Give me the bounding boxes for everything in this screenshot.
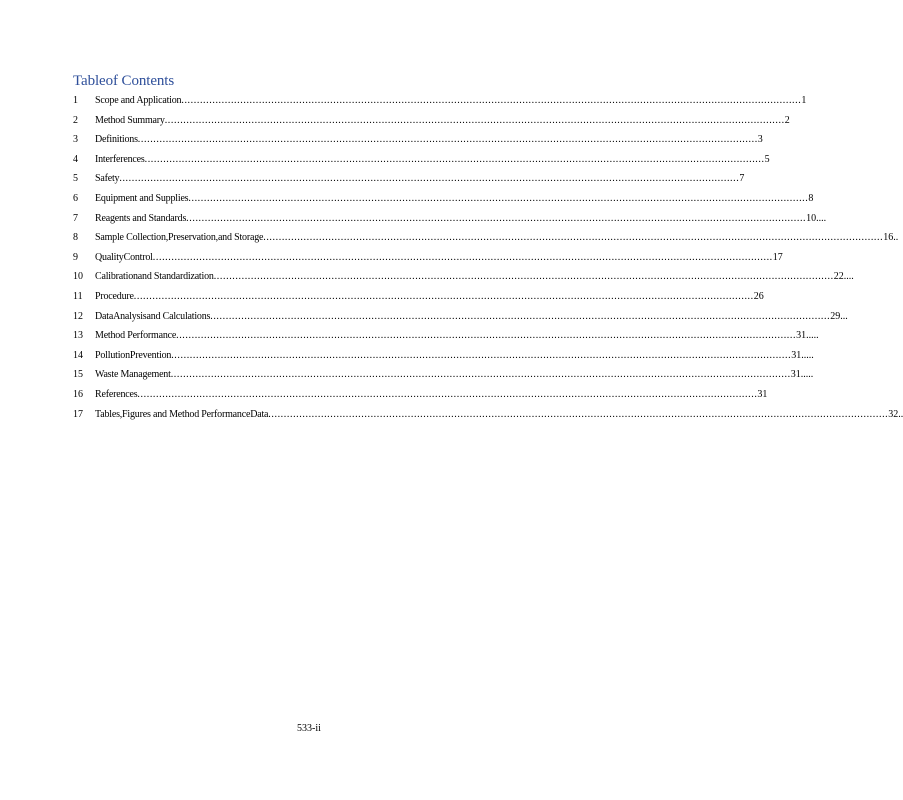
toc-dot-leader: ........................................................................................................................................................................................................: [213, 271, 834, 283]
toc-entry-number: 17: [73, 408, 83, 420]
toc-entry-label: PollutionPrevention: [95, 349, 172, 361]
toc-entry-label: Safety: [95, 173, 120, 185]
toc-entry-page: 31: [757, 388, 768, 400]
toc-entry-page: 5: [764, 153, 770, 165]
toc-entry-page: 29...: [830, 310, 848, 322]
toc-entry-label: References: [95, 388, 138, 400]
toc-entry-body: [95, 307, 848, 327]
toc-entry-body: [95, 385, 768, 405]
toc-dot-leader: ........................................................................................................................................................................................................: [176, 330, 797, 342]
toc-entry[interactable]: [73, 228, 899, 248]
toc-dot-leader: ........................................................................................................................................................................................................: [210, 310, 831, 322]
toc-entry-label: Definitions: [95, 134, 138, 146]
toc-entry-number: 7: [73, 212, 78, 224]
toc-entry-label: Method Summary: [95, 114, 165, 126]
toc-entry-number: 16: [73, 388, 83, 400]
toc-list: [73, 91, 903, 424]
toc-dot-leader: ........................................................................................................................................................................................................: [188, 192, 809, 204]
toc-entry-page: 16..: [883, 232, 899, 244]
toc-entry-page: 10....: [806, 212, 827, 224]
toc-entry-page: 31.....: [790, 369, 814, 381]
toc-dot-leader: ........................................................................................................................................................................................................: [152, 251, 773, 263]
toc-entry-number: 11: [73, 290, 83, 302]
toc-entry[interactable]: [73, 405, 903, 425]
toc-entry-number: 10: [73, 271, 83, 283]
toc-entry-label: DataAnalysisand Calculations: [95, 310, 211, 322]
toc-dot-leader: ........................................................................................................................................................................................................: [171, 349, 792, 361]
toc-entry-page: 26: [753, 290, 764, 302]
toc-entry-body: [95, 209, 827, 229]
toc-entry[interactable]: [73, 346, 814, 366]
toc-entry-body: [95, 287, 764, 307]
toc-entry-body: [95, 91, 807, 111]
toc-entry-page: 22....: [833, 271, 854, 283]
toc-entry-label: Calibrationand Standardization: [95, 271, 214, 283]
toc-dot-leader: ........................................................................................................................................................................................................: [133, 290, 754, 302]
toc-entry-body: [95, 130, 763, 150]
toc-entry-number: 2: [73, 114, 78, 126]
toc-entry[interactable]: [73, 365, 814, 385]
toc-entry[interactable]: [73, 91, 807, 111]
toc-entry-page: 8: [808, 192, 814, 204]
toc-dot-leader: ........................................................................................................................................................................................................: [263, 232, 884, 244]
toc-dot-leader: ........................................................................................................................................................................................................: [186, 212, 807, 224]
toc-entry-page: 32..: [888, 408, 903, 420]
toc-entry-page: 3: [757, 134, 763, 146]
toc-entry-number: 1: [73, 95, 78, 106]
toc-dot-leader: ........................................................................................................................................................................................................: [119, 173, 740, 185]
toc-entry-label: Sample Collection,Preservation,and Storage: [95, 232, 264, 244]
toc-dot-leader: ........................................................................................................................................................................................................: [170, 369, 791, 381]
toc-entry-body: [95, 189, 814, 209]
toc-entry[interactable]: [73, 169, 745, 189]
toc-entry-number: 14: [73, 349, 83, 361]
toc-entry-body: [95, 111, 790, 131]
toc-entry-label: Procedure: [95, 290, 134, 302]
toc-entry[interactable]: [73, 307, 848, 327]
toc-entry[interactable]: [73, 130, 763, 150]
toc-entry-page: 1: [801, 95, 807, 106]
toc-entry[interactable]: [73, 267, 854, 287]
toc-entry-body: [95, 267, 854, 287]
toc-entry-number: 8: [73, 232, 78, 244]
toc-entry-page: 2: [784, 114, 790, 126]
toc-entry-body: [95, 405, 903, 425]
toc-entry-body: [95, 346, 814, 366]
toc-entry[interactable]: [73, 326, 819, 346]
toc-entry-number: 12: [73, 310, 83, 322]
toc-entry-body: [95, 150, 770, 170]
toc-entry-number: 6: [73, 192, 78, 204]
toc-entry-label: Tables,Figures and Method PerformanceData: [95, 408, 269, 420]
toc-entry-label: Equipment and Supplies: [95, 192, 189, 204]
toc-entry-page: 17: [772, 251, 783, 263]
toc-entry-body: [95, 228, 899, 248]
toc-dot-leader: ........................................................................................................................................................................................................: [181, 95, 802, 106]
toc-entry[interactable]: [73, 248, 783, 268]
toc-dot-leader: ........................................................................................................................................................................................................: [137, 134, 758, 146]
toc-entry-page: 31.....: [791, 349, 814, 361]
toc-entry-label: Waste Management: [95, 369, 171, 381]
toc-entry[interactable]: [73, 385, 768, 405]
toc-entry[interactable]: [73, 287, 764, 307]
toc-entry[interactable]: [73, 111, 790, 131]
toc-entry-body: [95, 326, 819, 346]
toc-entry-number: 9: [73, 251, 78, 263]
toc-entry-page: 31.....: [796, 330, 819, 342]
toc-entry-label: Scope and Application: [95, 95, 182, 106]
toc-entry-body: [95, 248, 783, 268]
toc-dot-leader: ........................................................................................................................................................................................................: [137, 388, 758, 400]
toc-entry-label: QualityControl: [95, 251, 153, 263]
toc-entry-body: [95, 169, 745, 189]
toc-dot-leader: ........................................................................................................................................................................................................: [268, 408, 889, 420]
toc-entry-label: Interferences: [95, 153, 145, 165]
toc-entry-label: Method Performance: [95, 330, 177, 342]
toc-entry-number: 5: [73, 173, 78, 185]
page-number-footer: 533-ii: [297, 723, 321, 734]
toc-title: Tableof Contents: [73, 73, 175, 89]
toc-entry-page: 7: [739, 173, 745, 185]
toc-entry[interactable]: [73, 209, 827, 229]
toc-entry-number: 15: [73, 369, 83, 381]
toc-dot-leader: ........................................................................................................................................................................................................: [144, 153, 765, 165]
toc-entry-number: 13: [73, 330, 83, 342]
toc-entry[interactable]: [73, 150, 770, 170]
toc-entry-number: 4: [73, 153, 78, 165]
toc-entry-number: 3: [73, 134, 78, 146]
toc-entry[interactable]: [73, 189, 814, 209]
toc-entry-body: [95, 365, 814, 385]
toc-entry-label: Reagents and Standards: [95, 212, 187, 224]
toc-dot-leader: ........................................................................................................................................................................................................: [164, 114, 785, 126]
